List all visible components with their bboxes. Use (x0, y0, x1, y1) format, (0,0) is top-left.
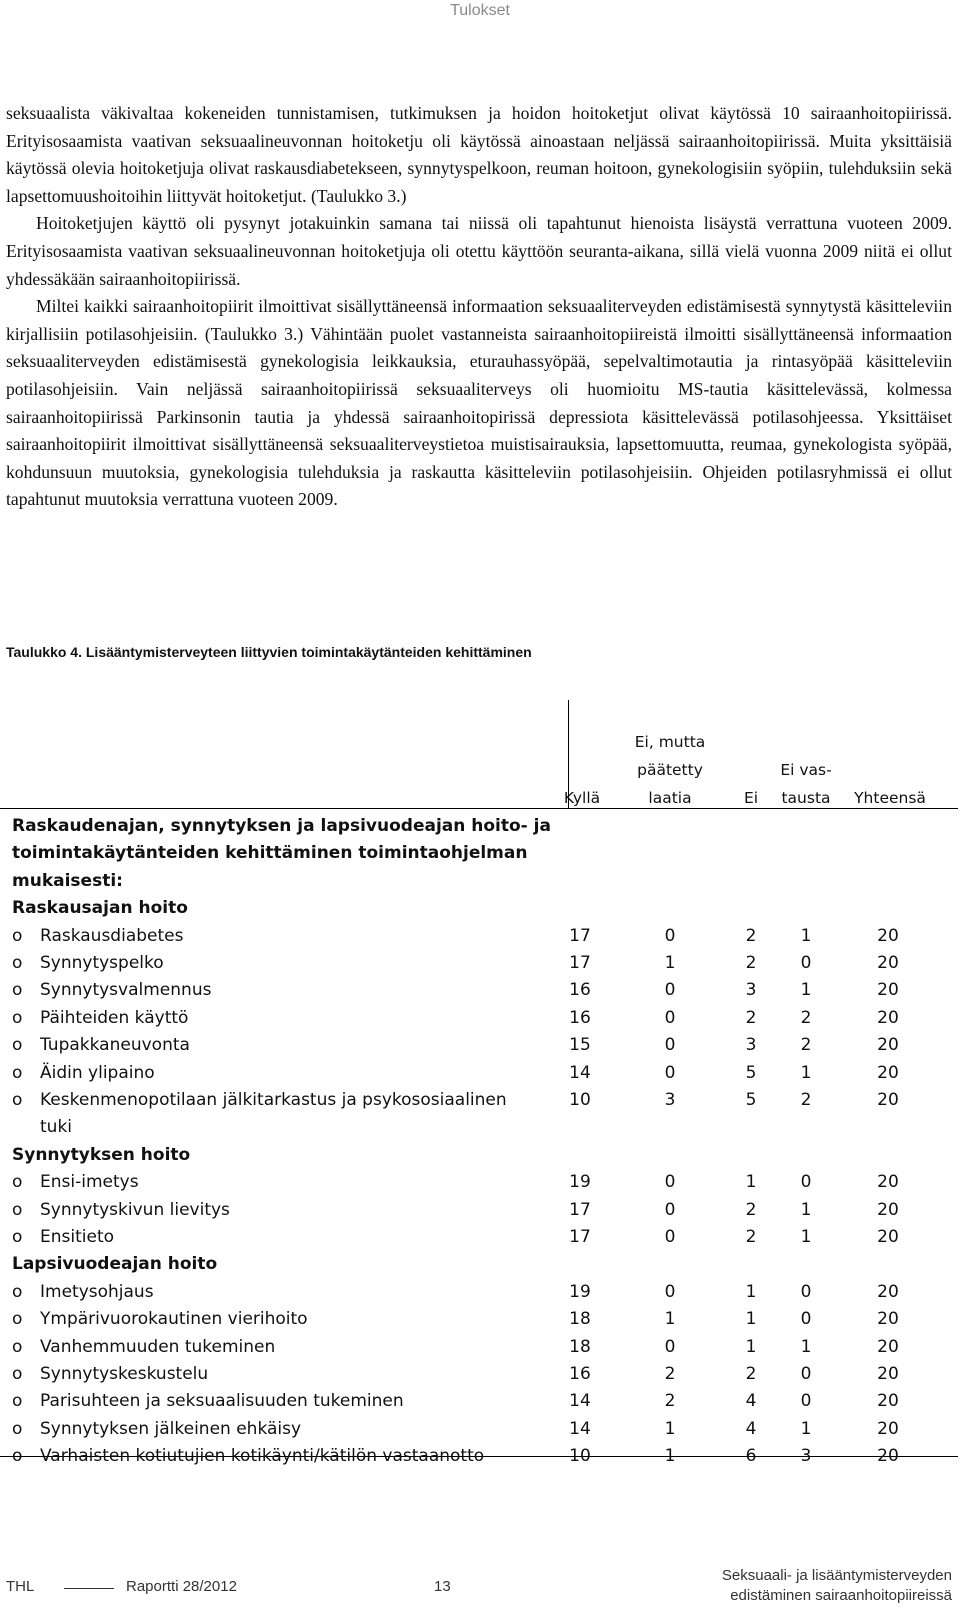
row-value: 10 (569, 1090, 591, 1110)
footer-publication (660, 1566, 952, 1606)
row-value: 2 (800, 1035, 812, 1056)
row-value: 2 (664, 1391, 676, 1412)
row-bullet: o (12, 1007, 23, 1028)
section-title: Raskausajan hoito (12, 898, 188, 919)
row-value: 0 (664, 1227, 676, 1247)
footer-publication-line1: Seksuaali- ja lisääntymisterveyden (721, 1567, 952, 1584)
row-value: 0 (800, 1281, 812, 1302)
row-bullet: o (12, 1199, 23, 1220)
row-bullet: o (12, 1446, 23, 1467)
row-bullet: o (12, 1227, 23, 1247)
row-bullet: o (12, 1172, 23, 1193)
table-caption: Taulukko 4. Lisääntymisterveyteen liittyvien toimintakäytänteiden kehittäminen (6, 644, 532, 660)
row-value: 2 (800, 1007, 812, 1028)
row-label: Äidin ylipaino (40, 1062, 155, 1083)
row-value: 1 (800, 1336, 812, 1357)
row-value: 0 (664, 1007, 676, 1028)
col-header-yhteensa: Yhteensä (854, 789, 926, 807)
row-label: Päihteiden käyttö (40, 1007, 189, 1028)
row-value: 3 (745, 1035, 757, 1056)
row-value: 19 (569, 1172, 591, 1193)
row-value: 2 (745, 1199, 757, 1220)
row-value: 20 (877, 1446, 899, 1467)
row-value: 20 (877, 1062, 899, 1083)
row-value: 16 (569, 1364, 591, 1384)
row-value: 14 (569, 1391, 591, 1412)
row-bullet: o (12, 1090, 23, 1110)
footer-report: Raportti 28/2012 (126, 1578, 237, 1595)
row-label: Tupakkaneuvonta (40, 1035, 190, 1056)
paragraph-3: Miltei kaikki sairaanhoitopiirit ilmoittivat sisällyttäneensä informaation seksuaaliterveyden edistämisestä synnytystä käsitteleviin kirjallisiin potilasohjeisiin. (Taulukko 3.) Vähintään puolet vastanneista sairaanhoitopiireistä ilmoitti sisällyttäneensä informaation seksuaaliterveyden edistämisestä gynekologisia leikkauksia, eturauhassyöpää, sepelvaltimotautia ja rintasyöpää käsitteleviin potilasohjeisiin. Vain neljässä sairaanhoitopiirissä seksuaaliterveys oli huomioitu MS-tautia käsittelevässä, kolmessa sairaanhoitopiirissä Parkinsonin tautia ja yhdessä sairaanhoitopirissä depressiota käsittelevässä potilasohjeessa. Yksittäiset sairaanhoitopiirit ilmoittivat sisällyttäneensä seksuaaliterveystietoa muistisairauksia, lapsettomuutta, reumaa, gynekologista syöpää, kohdunsuun muutoksia, gynekologisia tulehduksia ja raskautta käsitteleviin potilasohjeisiin. Ohjeiden potilasryhmissä ei ollut tapahtunut muutoksia verrattuna vuoteen 2009. (6, 296, 952, 510)
row-label: Vanhemmuuden tukeminen (40, 1336, 276, 1357)
row-value: 1 (664, 1418, 676, 1439)
row-value: 20 (877, 1364, 899, 1384)
row-value: 1 (800, 980, 812, 1001)
row-value: 0 (800, 1364, 812, 1384)
row-value: 17 (569, 1199, 591, 1220)
row-bullet: o (12, 1281, 23, 1302)
row-value: 0 (664, 1172, 676, 1193)
row-value: 0 (800, 953, 812, 973)
row-value: 19 (569, 1281, 591, 1302)
row-value: 2 (745, 1007, 757, 1028)
row-value: 14 (569, 1062, 591, 1083)
row-value: 17 (569, 925, 591, 946)
col-header-ei-mutta-line2: päätetty (637, 761, 703, 779)
row-value: 20 (877, 1090, 899, 1110)
row-value: 4 (745, 1391, 757, 1412)
row-value: 2 (745, 1227, 757, 1247)
row-bullet: o (12, 1391, 23, 1412)
row-label: Synnytyskivun lievitys (40, 1199, 230, 1220)
col-header-ei-vastausta-line2: tausta (781, 789, 831, 807)
page-header-title: Tulokset (450, 2, 510, 19)
row-value: 16 (569, 1007, 591, 1028)
col-header-ei-vastausta-line1: Ei vas- (780, 761, 832, 779)
section-title: Synnytyksen hoito (12, 1144, 191, 1165)
row-bullet: o (12, 1364, 23, 1384)
row-bullet: o (12, 980, 23, 1001)
row-value: 17 (569, 953, 591, 973)
row-value: 3 (664, 1090, 676, 1110)
row-value: 14 (569, 1418, 591, 1439)
row-value: 1 (664, 1446, 676, 1467)
row-value: 2 (745, 953, 757, 973)
row-value: 3 (800, 1446, 812, 1467)
footer-page-number: 13 (434, 1578, 451, 1595)
row-value: 20 (877, 1309, 899, 1330)
row-value: 2 (745, 925, 757, 946)
row-value: 20 (877, 1199, 899, 1220)
row-value: 5 (745, 1062, 757, 1083)
row-label: Keskenmenopotilaan jälkitarkastus ja psykososiaalinen (40, 1090, 507, 1110)
row-value: 1 (664, 953, 676, 973)
row-value: 1 (664, 1309, 676, 1330)
row-label: Ensi-imetys (40, 1172, 139, 1193)
row-bullet: o (12, 953, 23, 973)
paragraph-2: Hoitoketjujen käyttö oli pysynyt jotakuinkin samana tai niissä oli tapahtunut hienoista lisäystä verrattuna vuoteen 2009. Erityisosaamista vaativan seksuaalineuvonnan hoitoketjuja oli otettu käyttöön seuranta-aikana, sillä vielä vuonna 2009 niitä ei ollut yhdessäkään sairaanhoitopiirissä. (6, 213, 952, 289)
row-value: 1 (800, 1199, 812, 1220)
col-header-ei-mutta-line3: laatia (648, 789, 692, 807)
row-value: 1 (800, 1062, 812, 1083)
row-label: Imetysohjaus (40, 1281, 154, 1302)
row-value: 2 (745, 1364, 757, 1384)
row-value: 18 (569, 1336, 591, 1357)
row-value: 20 (877, 1391, 899, 1412)
row-label: Synnytyksen jälkeinen ehkäisy (40, 1418, 302, 1439)
row-value: 18 (569, 1309, 591, 1330)
row-value: 3 (745, 980, 757, 1001)
data-table (0, 700, 960, 1467)
row-label-continued: tuki (40, 1117, 73, 1138)
row-value: 6 (745, 1446, 757, 1467)
row-value: 0 (664, 1336, 676, 1357)
row-label: Synnytyspelko (40, 953, 164, 973)
row-bullet: o (12, 1418, 23, 1439)
row-value: 20 (877, 1336, 899, 1357)
row-label: Synnytysvalmennus (40, 980, 212, 1001)
table-intro-line: toimintakäytänteiden kehittäminen toimintaohjelman (12, 843, 528, 864)
row-value: 20 (877, 953, 899, 973)
row-value: 20 (877, 1281, 899, 1302)
row-value: 0 (664, 1199, 676, 1220)
row-bullet: o (12, 1062, 23, 1083)
table-intro-line: Raskaudenajan, synnytyksen ja lapsivuodeajan hoito- ja (12, 816, 551, 836)
row-bullet: o (12, 1309, 23, 1330)
section-title: Lapsivuodeajan hoito (12, 1254, 218, 1275)
row-label: Synnytyskeskustelu (40, 1364, 209, 1384)
paragraph-1: seksuaalista väkivaltaa kokeneiden tunnistamisen, tutkimuksen ja hoidon hoitoketjut olivat käytössä 10 sairaanhoitopiirissä. Erityisosaamista vaativan seksuaalineuvonnan hoitoketju oli käytössä ainoastaan neljässä sairaanhoitopiirissä. Muita yksittäisiä käytössä olevia hoitoketjuja olivat raskausdiabetekseen, synnytyspelkoon, reuman hoitoon, gynekologisiin syöpiin, tulehduksiin sekä lapsettomuushoitoihin liittyvät hoitoketjut. (Taulukko 3.) (6, 103, 952, 206)
row-value: 0 (800, 1309, 812, 1330)
row-value: 1 (800, 925, 812, 946)
row-value: 2 (664, 1364, 676, 1384)
table-header-rule (0, 808, 958, 809)
row-value: 20 (877, 925, 899, 946)
col-header-ei-mutta-line1: Ei, mutta (634, 733, 706, 751)
row-label: Ympärivuorokautinen vierihoito (40, 1309, 308, 1330)
row-value: 1 (745, 1336, 757, 1357)
row-value: 15 (569, 1035, 591, 1056)
row-value: 1 (800, 1418, 812, 1439)
row-value: 1 (745, 1172, 757, 1193)
row-value: 20 (877, 1172, 899, 1193)
row-value: 0 (664, 1035, 676, 1056)
row-value: 17 (569, 1227, 591, 1247)
row-label: Varhaisten kotiutujien kotikäynti/kätilön vastaanotto (40, 1446, 485, 1467)
row-value: 0 (800, 1172, 812, 1193)
row-value: 0 (664, 1281, 676, 1302)
row-value: 0 (664, 1062, 676, 1083)
footer-publication-line2: edistäminen sairaanhoitopiireissä (730, 1587, 952, 1604)
row-value: 5 (745, 1090, 757, 1110)
row-value: 20 (877, 1007, 899, 1028)
row-value: 0 (664, 925, 676, 946)
row-value: 10 (569, 1446, 591, 1467)
col-header-kylla: Kyllä (563, 789, 601, 807)
row-value: 1 (800, 1227, 812, 1247)
row-value: 2 (800, 1090, 812, 1110)
table-intro-line: mukaisesti: (12, 870, 123, 891)
row-value: 20 (877, 1227, 899, 1247)
col-header-ei: Ei (743, 789, 759, 807)
row-bullet: o (12, 925, 23, 946)
row-value: 16 (569, 980, 591, 1001)
row-value: 0 (800, 1391, 812, 1412)
body-text (6, 100, 952, 514)
row-label: Parisuhteen ja seksuaalisuuden tukeminen (40, 1391, 404, 1412)
row-label: Ensitieto (40, 1227, 115, 1247)
row-value: 20 (877, 980, 899, 1001)
row-value: 0 (664, 980, 676, 1001)
row-bullet: o (12, 1035, 23, 1056)
row-value: 4 (745, 1418, 757, 1439)
row-bullet: o (12, 1336, 23, 1357)
row-label: Raskausdiabetes (40, 925, 184, 946)
footer-rule (64, 1588, 114, 1589)
row-value: 20 (877, 1035, 899, 1056)
row-value: 1 (745, 1309, 757, 1330)
row-value: 1 (745, 1281, 757, 1302)
footer-thl: THL (6, 1578, 35, 1595)
row-value: 20 (877, 1418, 899, 1439)
